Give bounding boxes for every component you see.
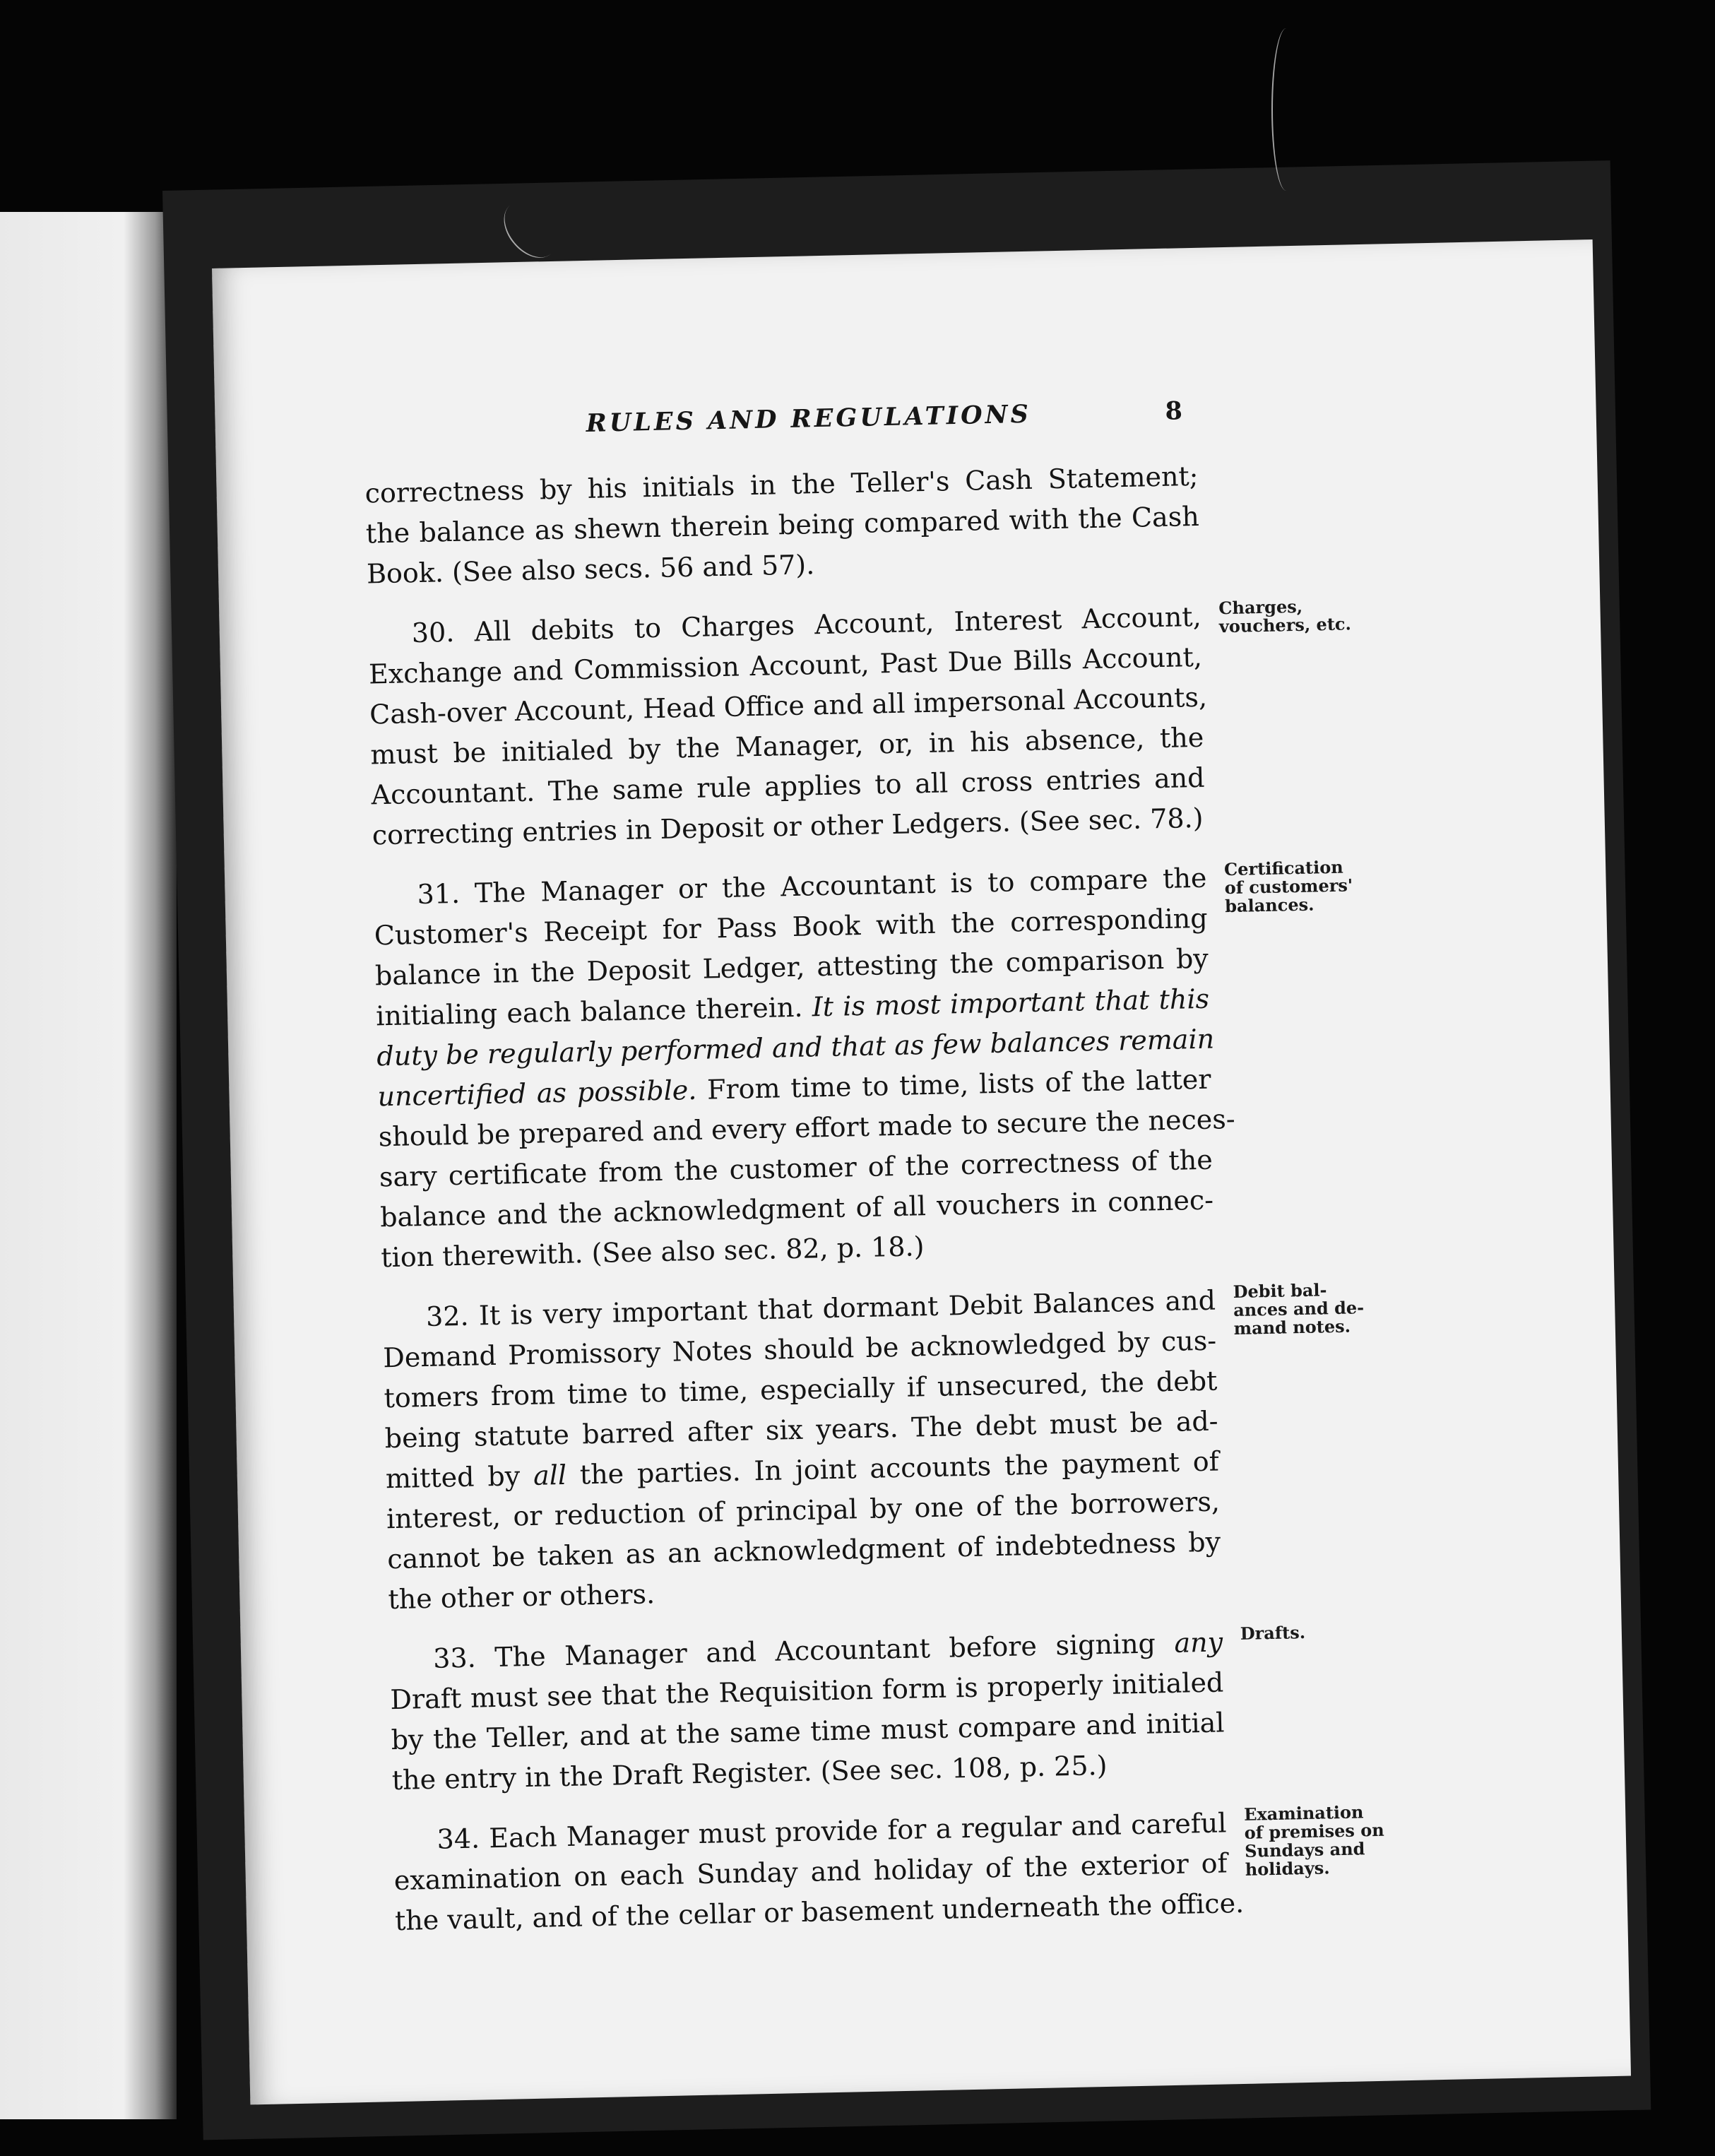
section-34: [393, 1801, 1384, 1941]
margin-note: [1218, 596, 1389, 636]
text-line: 30. All debits to Charges Account, Interest Account,: [411, 600, 1202, 649]
text-line: mitted by all the parties. In joint accounts the payment of: [385, 1445, 1220, 1495]
text-line: Customer's Receipt for Pass Book with the corresponding: [374, 902, 1209, 952]
text-line: sary certificate from the customer of the correctness of the: [379, 1144, 1213, 1193]
section-32: [382, 1279, 1365, 1621]
section-31: [373, 856, 1353, 1279]
italic-emphasis: all: [533, 1459, 567, 1491]
text-line: the other or others.: [388, 1578, 655, 1616]
paragraph-text: [373, 858, 1236, 1279]
text-line: the entry in the Draft Register. (See sec. 108, p. 25.): [391, 1749, 1108, 1796]
text-line: the vault, and of the cellar or basement underneath the office.: [394, 1887, 1245, 1937]
left-page-edge: [0, 212, 177, 2119]
text-line: being statute barred after six years. The debt must be ad-: [384, 1405, 1218, 1455]
running-head: RULES AND REGULATIONS: [586, 399, 1032, 438]
paragraph-text: [364, 456, 1200, 595]
section-33: [389, 1622, 1306, 1801]
section-30: [367, 596, 1352, 856]
italic-emphasis: any: [1173, 1626, 1223, 1659]
paragraph-text: [389, 1622, 1226, 1801]
text-line: 34. Each Manager must provide for a regular and careful: [437, 1807, 1227, 1855]
text-line: balance in the Deposit Ledger, attesting the comparison by: [374, 942, 1209, 992]
page-header: [215, 388, 1596, 459]
italic-emphasis: uncertified as possible.: [377, 1074, 697, 1113]
paragraph-text: [367, 597, 1206, 856]
margin-note-line: Charges,: [1218, 596, 1303, 619]
text-line: correctness by his initials in the Teller's Cash Statement;: [364, 460, 1199, 509]
text-line: must be initialed by the Manager, or, in his absence, the: [370, 721, 1204, 771]
text-line: Exchange and Commission Account, Past Due Bills Account,: [368, 641, 1203, 690]
margin-note-line: ances and de-: [1233, 1297, 1365, 1321]
italic-emphasis: It is most important that this: [812, 983, 1210, 1023]
margin-note-line: holidays.: [1245, 1857, 1330, 1880]
margin-note: [1233, 1279, 1404, 1338]
text-line: the balance as shewn therein being compared with the Cash: [365, 500, 1200, 550]
margin-note-line: Debit bal-: [1233, 1279, 1327, 1303]
text-line: 33. The Manager and Accountant before signing any: [432, 1626, 1223, 1674]
text-line: should be prepared and every effort made to secure the neces-: [378, 1103, 1236, 1153]
paragraph-continuation: [364, 456, 1200, 595]
margin-note-line: balances.: [1224, 894, 1315, 917]
page-number: 8: [1165, 396, 1183, 426]
text-line: uncertified as possible. From time to time, lists of the latter: [377, 1063, 1211, 1113]
margin-note-line: Examination: [1243, 1801, 1364, 1825]
margin-note: [1244, 1802, 1415, 1879]
margin-note-line: mand notes.: [1233, 1315, 1351, 1339]
text-line: Cash-over Account, Head Office and all impersonal Accounts,: [369, 681, 1208, 730]
margin-note-line: of customers': [1224, 875, 1353, 899]
margin-note-line: of premises on: [1244, 1819, 1384, 1843]
text-line: tion therewith. (See also sec. 82, p. 18.): [380, 1231, 925, 1274]
margin-note-line: Certification: [1223, 856, 1343, 880]
text-line: balance and the acknowledgment of all vouchers in connec-: [379, 1184, 1214, 1233]
text-line: by the Teller, and at the same time must compare and initial: [391, 1707, 1225, 1756]
margin-note-line: Drafts.: [1240, 1622, 1306, 1644]
text-line: 32. It is very important that dormant Debit Balances and: [425, 1284, 1216, 1332]
text-line: cannot be taken as an acknowledgment of indebtedness by: [386, 1526, 1221, 1575]
dust-fiber: [1271, 28, 1301, 191]
paragraph-text: [382, 1281, 1222, 1621]
margin-note-line: Sundays and: [1244, 1838, 1365, 1861]
text-line: examination on each Sunday and holiday of the exterior of: [393, 1847, 1228, 1897]
text-line: Book. (See also secs. 56 and 57).: [366, 549, 815, 590]
paragraph-text: [393, 1803, 1245, 1941]
text-line: initialing each balance therein. It is most important that this: [375, 983, 1210, 1032]
page-body: [364, 456, 1384, 1961]
text-line: tomers from time to time, especially if unsecured, the debt: [384, 1365, 1218, 1414]
margin-note-line: vouchers, etc.: [1218, 613, 1352, 637]
text-line: Demand Promissory Notes should be acknowledged by cus-: [382, 1325, 1217, 1374]
italic-emphasis: duty be regularly performed and that as few balances remain: [376, 1023, 1215, 1072]
text-line: interest, or reduction of principal by one of the borrowers,: [386, 1486, 1221, 1535]
margin-note: [1240, 1621, 1410, 1643]
text-line: 31. The Manager or the Accountant is to compare the: [417, 862, 1207, 911]
margin-note: [1224, 857, 1395, 916]
book-page: [212, 239, 1631, 2104]
text-line: Accountant. The same rule applies to all cross entries and: [371, 762, 1205, 811]
text-line: correcting entries in Deposit or other Ledgers. (See sec. 78.): [372, 802, 1204, 851]
text-line: Draft must see that the Requisition form is properly initialed: [390, 1666, 1224, 1716]
